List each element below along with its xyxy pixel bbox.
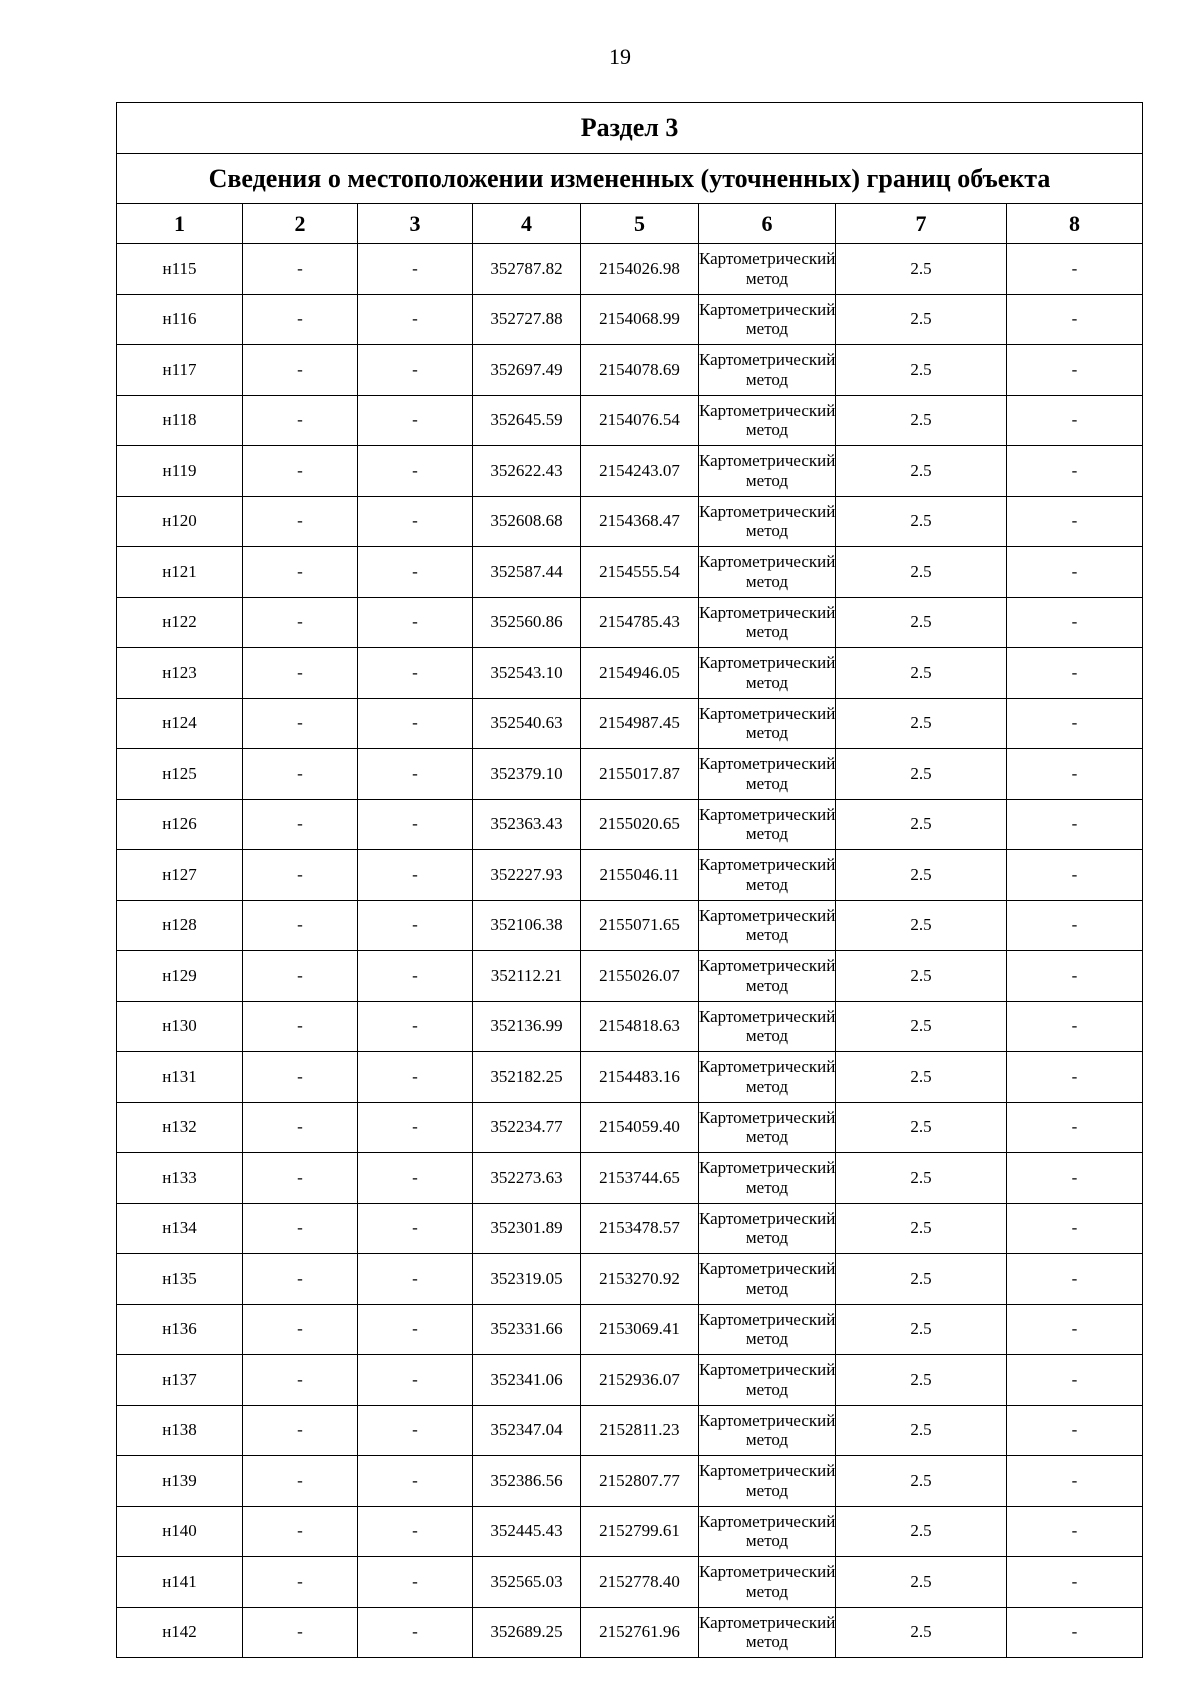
column-number: 7	[836, 204, 1007, 244]
column-3-cell: -	[358, 1607, 473, 1658]
table-row	[117, 294, 1143, 345]
accuracy-cell: 2.5	[836, 244, 1007, 295]
method-cell: Картометрический метод	[699, 648, 836, 699]
table-row	[117, 244, 1143, 295]
x-coordinate-cell: 352363.43	[473, 799, 581, 850]
column-8-cell: -	[1007, 1355, 1143, 1406]
method-cell: Картометрический метод	[699, 749, 836, 800]
point-cell: н138	[117, 1405, 243, 1456]
accuracy-cell: 2.5	[836, 1557, 1007, 1608]
table-row	[117, 1607, 1143, 1658]
accuracy-cell: 2.5	[836, 446, 1007, 497]
column-8-cell: -	[1007, 294, 1143, 345]
x-coordinate-cell: 352112.21	[473, 951, 581, 1002]
table-row	[117, 1304, 1143, 1355]
accuracy-cell: 2.5	[836, 1052, 1007, 1103]
y-coordinate-cell: 2155026.07	[581, 951, 699, 1002]
column-8-cell: -	[1007, 1304, 1143, 1355]
y-coordinate-cell: 2154946.05	[581, 648, 699, 699]
y-coordinate-cell: 2154483.16	[581, 1052, 699, 1103]
table-row	[117, 395, 1143, 446]
table-row	[117, 1153, 1143, 1204]
column-3-cell: -	[358, 1203, 473, 1254]
table-row	[117, 1557, 1143, 1608]
method-cell: Картометрический метод	[699, 446, 836, 497]
x-coordinate-cell: 352341.06	[473, 1355, 581, 1406]
accuracy-cell: 2.5	[836, 1203, 1007, 1254]
point-cell: н134	[117, 1203, 243, 1254]
y-coordinate-cell: 2155046.11	[581, 850, 699, 901]
section-title-row	[117, 103, 1143, 154]
point-cell: н115	[117, 244, 243, 295]
table-row	[117, 446, 1143, 497]
column-3-cell: -	[358, 1557, 473, 1608]
y-coordinate-cell: 2154059.40	[581, 1102, 699, 1153]
method-cell: Картометрический метод	[699, 244, 836, 295]
x-coordinate-cell: 352697.49	[473, 345, 581, 396]
method-cell: Картометрический метод	[699, 698, 836, 749]
y-coordinate-cell: 2154068.99	[581, 294, 699, 345]
point-cell: н132	[117, 1102, 243, 1153]
point-cell: н136	[117, 1304, 243, 1355]
accuracy-cell: 2.5	[836, 547, 1007, 598]
column-8-cell: -	[1007, 1506, 1143, 1557]
column-8-cell: -	[1007, 345, 1143, 396]
x-coordinate-cell: 352227.93	[473, 850, 581, 901]
accuracy-cell: 2.5	[836, 345, 1007, 396]
column-8-cell: -	[1007, 1153, 1143, 1204]
table-row	[117, 1052, 1143, 1103]
column-3-cell: -	[358, 1506, 473, 1557]
column-3-cell: -	[358, 345, 473, 396]
table-row	[117, 951, 1143, 1002]
column-number: 2	[243, 204, 358, 244]
method-cell: Картометрический метод	[699, 1102, 836, 1153]
column-8-cell: -	[1007, 850, 1143, 901]
column-3-cell: -	[358, 1304, 473, 1355]
accuracy-cell: 2.5	[836, 496, 1007, 547]
column-2-cell: -	[243, 1102, 358, 1153]
table-row	[117, 900, 1143, 951]
method-cell: Картометрический метод	[699, 1355, 836, 1406]
x-coordinate-cell: 352331.66	[473, 1304, 581, 1355]
point-cell: н117	[117, 345, 243, 396]
column-3-cell: -	[358, 244, 473, 295]
column-3-cell: -	[358, 799, 473, 850]
table-row	[117, 648, 1143, 699]
accuracy-cell: 2.5	[836, 1405, 1007, 1456]
column-3-cell: -	[358, 850, 473, 901]
method-cell: Картометрический метод	[699, 1052, 836, 1103]
accuracy-cell: 2.5	[836, 1153, 1007, 1204]
method-cell: Картометрический метод	[699, 1203, 836, 1254]
column-8-cell: -	[1007, 648, 1143, 699]
point-cell: н124	[117, 698, 243, 749]
y-coordinate-cell: 2154076.54	[581, 395, 699, 446]
method-cell: Картометрический метод	[699, 850, 836, 901]
column-8-cell: -	[1007, 698, 1143, 749]
x-coordinate-cell: 352560.86	[473, 597, 581, 648]
y-coordinate-cell: 2154818.63	[581, 1001, 699, 1052]
method-cell: Картометрический метод	[699, 395, 836, 446]
x-coordinate-cell: 352445.43	[473, 1506, 581, 1557]
y-coordinate-cell: 2154243.07	[581, 446, 699, 497]
method-cell: Картометрический метод	[699, 951, 836, 1002]
x-coordinate-cell: 352645.59	[473, 395, 581, 446]
y-coordinate-cell: 2155071.65	[581, 900, 699, 951]
table-row	[117, 1456, 1143, 1507]
accuracy-cell: 2.5	[836, 900, 1007, 951]
point-cell: н133	[117, 1153, 243, 1204]
table-row	[117, 698, 1143, 749]
x-coordinate-cell: 352543.10	[473, 648, 581, 699]
column-2-cell: -	[243, 951, 358, 1002]
accuracy-cell: 2.5	[836, 850, 1007, 901]
method-cell: Картометрический метод	[699, 496, 836, 547]
accuracy-cell: 2.5	[836, 1254, 1007, 1305]
y-coordinate-cell: 2154555.54	[581, 547, 699, 598]
column-2-cell: -	[243, 597, 358, 648]
method-cell: Картометрический метод	[699, 1254, 836, 1305]
point-cell: н139	[117, 1456, 243, 1507]
column-3-cell: -	[358, 1254, 473, 1305]
accuracy-cell: 2.5	[836, 1506, 1007, 1557]
column-8-cell: -	[1007, 1254, 1143, 1305]
accuracy-cell: 2.5	[836, 1102, 1007, 1153]
column-2-cell: -	[243, 1456, 358, 1507]
column-3-cell: -	[358, 698, 473, 749]
method-cell: Картометрический метод	[699, 1153, 836, 1204]
column-2-cell: -	[243, 1153, 358, 1204]
point-cell: н130	[117, 1001, 243, 1052]
column-8-cell: -	[1007, 1102, 1143, 1153]
column-8-cell: -	[1007, 1052, 1143, 1103]
page-number: 19	[609, 44, 631, 69]
y-coordinate-cell: 2152807.77	[581, 1456, 699, 1507]
column-2-cell: -	[243, 850, 358, 901]
column-2-cell: -	[243, 1506, 358, 1557]
table-row	[117, 850, 1143, 901]
point-cell: н121	[117, 547, 243, 598]
accuracy-cell: 2.5	[836, 799, 1007, 850]
y-coordinate-cell: 2154368.47	[581, 496, 699, 547]
method-cell: Картометрический метод	[699, 900, 836, 951]
method-cell: Картометрический метод	[699, 1557, 836, 1608]
section-subtitle-row	[117, 154, 1143, 204]
y-coordinate-cell: 2154785.43	[581, 597, 699, 648]
accuracy-cell: 2.5	[836, 698, 1007, 749]
column-number: 6	[699, 204, 836, 244]
method-cell: Картометрический метод	[699, 345, 836, 396]
column-number: 3	[358, 204, 473, 244]
column-3-cell: -	[358, 395, 473, 446]
column-number: 1	[117, 204, 243, 244]
point-cell: н128	[117, 900, 243, 951]
column-3-cell: -	[358, 900, 473, 951]
method-cell: Картометрический метод	[699, 1456, 836, 1507]
x-coordinate-cell: 352234.77	[473, 1102, 581, 1153]
y-coordinate-cell: 2153069.41	[581, 1304, 699, 1355]
point-cell: н129	[117, 951, 243, 1002]
column-8-cell: -	[1007, 951, 1143, 1002]
x-coordinate-cell: 352273.63	[473, 1153, 581, 1204]
point-cell: н140	[117, 1506, 243, 1557]
table-row	[117, 799, 1143, 850]
table-row	[117, 597, 1143, 648]
table-row	[117, 1254, 1143, 1305]
accuracy-cell: 2.5	[836, 1001, 1007, 1052]
y-coordinate-cell: 2152811.23	[581, 1405, 699, 1456]
column-3-cell: -	[358, 1456, 473, 1507]
column-2-cell: -	[243, 1254, 358, 1305]
accuracy-cell: 2.5	[836, 951, 1007, 1002]
method-cell: Картометрический метод	[699, 799, 836, 850]
point-cell: н135	[117, 1254, 243, 1305]
y-coordinate-cell: 2152936.07	[581, 1355, 699, 1406]
x-coordinate-cell: 352787.82	[473, 244, 581, 295]
section-title: Раздел 3	[117, 103, 1143, 154]
table-row	[117, 496, 1143, 547]
table-row	[117, 345, 1143, 396]
y-coordinate-cell: 2153478.57	[581, 1203, 699, 1254]
table-row	[117, 1405, 1143, 1456]
column-8-cell: -	[1007, 446, 1143, 497]
column-8-cell: -	[1007, 496, 1143, 547]
column-3-cell: -	[358, 294, 473, 345]
column-2-cell: -	[243, 1052, 358, 1103]
table-row	[117, 1001, 1143, 1052]
column-3-cell: -	[358, 1355, 473, 1406]
y-coordinate-cell: 2155017.87	[581, 749, 699, 800]
column-3-cell: -	[358, 648, 473, 699]
column-2-cell: -	[243, 1607, 358, 1658]
table-row	[117, 1506, 1143, 1557]
column-8-cell: -	[1007, 1001, 1143, 1052]
column-3-cell: -	[358, 446, 473, 497]
point-cell: н125	[117, 749, 243, 800]
y-coordinate-cell: 2154026.98	[581, 244, 699, 295]
table-row	[117, 547, 1143, 598]
x-coordinate-cell: 352565.03	[473, 1557, 581, 1608]
column-2-cell: -	[243, 1405, 358, 1456]
table-row	[117, 1203, 1143, 1254]
column-2-cell: -	[243, 900, 358, 951]
accuracy-cell: 2.5	[836, 1355, 1007, 1406]
accuracy-cell: 2.5	[836, 597, 1007, 648]
column-3-cell: -	[358, 951, 473, 1002]
column-3-cell: -	[358, 1153, 473, 1204]
column-3-cell: -	[358, 1405, 473, 1456]
point-cell: н116	[117, 294, 243, 345]
method-cell: Картометрический метод	[699, 1405, 836, 1456]
x-coordinate-cell: 352347.04	[473, 1405, 581, 1456]
column-number: 8	[1007, 204, 1143, 244]
table-row	[117, 1102, 1143, 1153]
column-3-cell: -	[358, 749, 473, 800]
column-2-cell: -	[243, 698, 358, 749]
column-8-cell: -	[1007, 395, 1143, 446]
column-2-cell: -	[243, 496, 358, 547]
column-2-cell: -	[243, 345, 358, 396]
column-2-cell: -	[243, 547, 358, 598]
method-cell: Картометрический метод	[699, 547, 836, 598]
point-cell: н120	[117, 496, 243, 547]
x-coordinate-cell: 352608.68	[473, 496, 581, 547]
column-3-cell: -	[358, 1102, 473, 1153]
y-coordinate-cell: 2152778.40	[581, 1557, 699, 1608]
table-row	[117, 1355, 1143, 1406]
x-coordinate-cell: 352540.63	[473, 698, 581, 749]
x-coordinate-cell: 352379.10	[473, 749, 581, 800]
column-2-cell: -	[243, 446, 358, 497]
method-cell: Картометрический метод	[699, 1304, 836, 1355]
column-2-cell: -	[243, 1557, 358, 1608]
column-8-cell: -	[1007, 597, 1143, 648]
accuracy-cell: 2.5	[836, 1456, 1007, 1507]
x-coordinate-cell: 352689.25	[473, 1607, 581, 1658]
x-coordinate-cell: 352106.38	[473, 900, 581, 951]
boundary-coordinates-table	[116, 102, 1143, 1658]
x-coordinate-cell: 352622.43	[473, 446, 581, 497]
y-coordinate-cell: 2153270.92	[581, 1254, 699, 1305]
x-coordinate-cell: 352301.89	[473, 1203, 581, 1254]
column-3-cell: -	[358, 496, 473, 547]
column-3-cell: -	[358, 597, 473, 648]
column-8-cell: -	[1007, 1456, 1143, 1507]
y-coordinate-cell: 2154987.45	[581, 698, 699, 749]
method-cell: Картометрический метод	[699, 1001, 836, 1052]
x-coordinate-cell: 352182.25	[473, 1052, 581, 1103]
column-2-cell: -	[243, 1203, 358, 1254]
point-cell: н142	[117, 1607, 243, 1658]
column-8-cell: -	[1007, 1607, 1143, 1658]
accuracy-cell: 2.5	[836, 1304, 1007, 1355]
column-2-cell: -	[243, 648, 358, 699]
accuracy-cell: 2.5	[836, 749, 1007, 800]
point-cell: н141	[117, 1557, 243, 1608]
point-cell: н118	[117, 395, 243, 446]
x-coordinate-cell: 352319.05	[473, 1254, 581, 1305]
method-cell: Картометрический метод	[699, 1607, 836, 1658]
method-cell: Картометрический метод	[699, 1506, 836, 1557]
column-8-cell: -	[1007, 1203, 1143, 1254]
x-coordinate-cell: 352587.44	[473, 547, 581, 598]
accuracy-cell: 2.5	[836, 294, 1007, 345]
y-coordinate-cell: 2155020.65	[581, 799, 699, 850]
accuracy-cell: 2.5	[836, 648, 1007, 699]
point-cell: н137	[117, 1355, 243, 1406]
accuracy-cell: 2.5	[836, 1607, 1007, 1658]
column-number: 5	[581, 204, 699, 244]
column-2-cell: -	[243, 1001, 358, 1052]
point-cell: н122	[117, 597, 243, 648]
column-8-cell: -	[1007, 1557, 1143, 1608]
column-2-cell: -	[243, 1304, 358, 1355]
column-2-cell: -	[243, 244, 358, 295]
accuracy-cell: 2.5	[836, 395, 1007, 446]
point-cell: н123	[117, 648, 243, 699]
table-row	[117, 749, 1143, 800]
point-cell: н127	[117, 850, 243, 901]
x-coordinate-cell: 352386.56	[473, 1456, 581, 1507]
column-3-cell: -	[358, 1001, 473, 1052]
section-subtitle: Сведения о местоположении измененных (уточненных) границ объекта	[117, 154, 1143, 204]
column-3-cell: -	[358, 1052, 473, 1103]
column-number: 4	[473, 204, 581, 244]
column-3-cell: -	[358, 547, 473, 598]
point-cell: н131	[117, 1052, 243, 1103]
column-8-cell: -	[1007, 749, 1143, 800]
method-cell: Картометрический метод	[699, 597, 836, 648]
column-8-cell: -	[1007, 244, 1143, 295]
column-8-cell: -	[1007, 900, 1143, 951]
column-number-row	[117, 204, 1143, 244]
column-2-cell: -	[243, 395, 358, 446]
y-coordinate-cell: 2153744.65	[581, 1153, 699, 1204]
y-coordinate-cell: 2152761.96	[581, 1607, 699, 1658]
method-cell: Картометрический метод	[699, 294, 836, 345]
column-2-cell: -	[243, 749, 358, 800]
point-cell: н126	[117, 799, 243, 850]
x-coordinate-cell: 352727.88	[473, 294, 581, 345]
column-8-cell: -	[1007, 1405, 1143, 1456]
x-coordinate-cell: 352136.99	[473, 1001, 581, 1052]
y-coordinate-cell: 2152799.61	[581, 1506, 699, 1557]
column-2-cell: -	[243, 294, 358, 345]
column-2-cell: -	[243, 799, 358, 850]
point-cell: н119	[117, 446, 243, 497]
column-2-cell: -	[243, 1355, 358, 1406]
column-8-cell: -	[1007, 799, 1143, 850]
column-8-cell: -	[1007, 547, 1143, 598]
y-coordinate-cell: 2154078.69	[581, 345, 699, 396]
